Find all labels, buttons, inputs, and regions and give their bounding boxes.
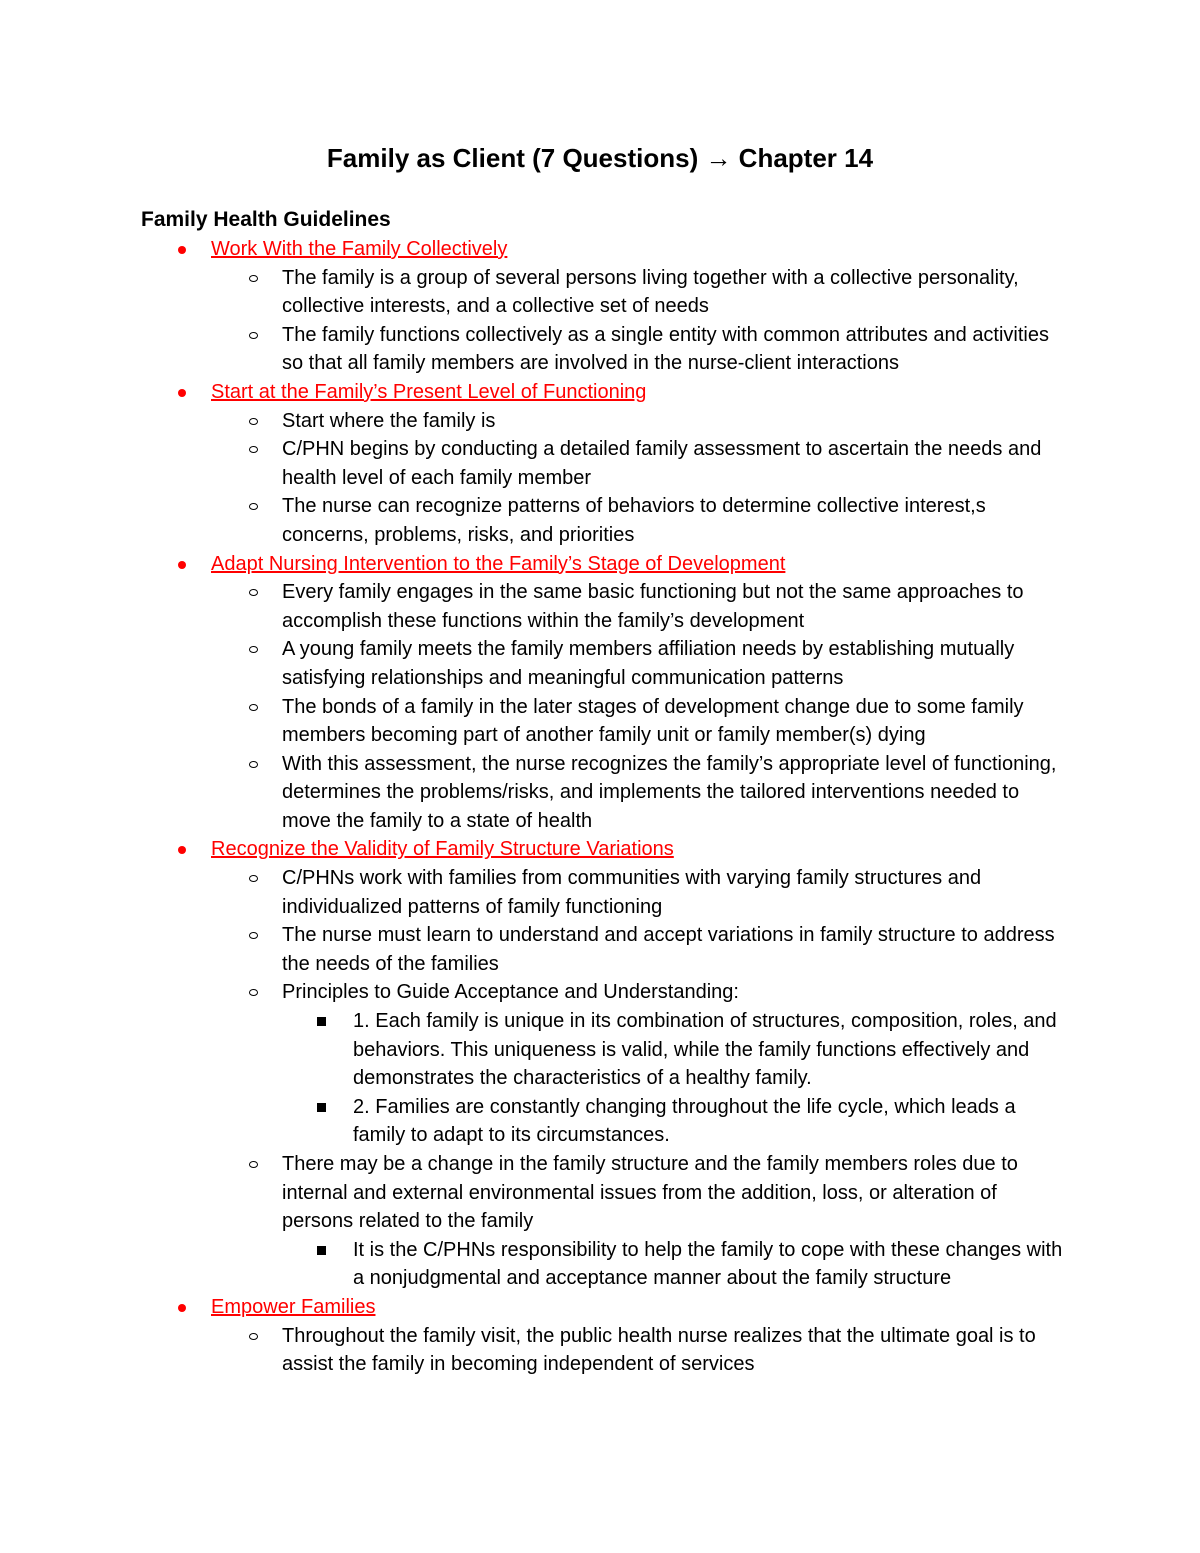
- point-text: A young family meets the family members affiliation needs by establishing mutually satisfying relationships and meaningful communication patterns: [282, 638, 1015, 689]
- red-bullet-icon: [178, 246, 186, 254]
- guideline-point: [0, 264, 1072, 321]
- hollow-circle-bullet-icon: [249, 332, 258, 339]
- change-note-text: It is the C/PHNs responsibility to help the family to cope with these changes with a nonjudgmental and acceptance manner about the family structure: [353, 1238, 1063, 1290]
- point-text: Start where the family is: [282, 409, 496, 432]
- principle-text: 2. Families are constantly changing throughout the life cycle, which leads a family to adapt to its circumstances.: [353, 1095, 1016, 1147]
- hollow-circle-bullet-icon: [249, 446, 258, 453]
- change-note-item: [0, 1236, 1063, 1293]
- guideline-point: [0, 578, 1072, 635]
- point-text: There may be a change in the family structure and the family members roles due to internal and external environmental issues from the addition, loss, or alteration of persons related to the family: [282, 1153, 1018, 1233]
- point-text: With this assessment, the nurse recognizes the family’s appropriate level of functioning, determines the problems/risks, and implements the tailored interventions needed to move the family to a state of health: [282, 752, 1057, 832]
- guideline-point: [0, 978, 1072, 1007]
- point-text: The family functions collectively as a single entity with common attributes and activities so that all family members are involved in the nurse-client interactions: [282, 323, 1050, 375]
- hollow-circle-bullet-icon: [249, 646, 258, 653]
- point-text: Principles to Guide Acceptance and Understanding:: [282, 981, 739, 1004]
- hollow-circle-bullet-icon: [249, 503, 258, 510]
- hollow-circle-bullet-icon: [249, 989, 258, 996]
- point-text: The nurse must learn to understand and accept variations in family structure to address the needs of the families: [282, 924, 1055, 975]
- red-bullet-icon: [178, 846, 186, 854]
- guideline-heading: Adapt Nursing Intervention to the Family’s Stage of Development: [211, 552, 786, 575]
- guideline-item: [0, 235, 1091, 264]
- guideline-heading: Empower Families: [211, 1295, 376, 1318]
- guideline-point: [0, 693, 1072, 750]
- guideline-point: [0, 492, 1072, 549]
- point-text: Every family engages in the same basic functioning but not the same approaches to accomplish these functions within the family’s development: [282, 581, 1024, 632]
- point-text: The nurse can recognize patterns of behaviors to determine collective interest,s concerns, problems, risks, and priorities: [282, 495, 986, 546]
- hollow-circle-bullet-icon: [249, 1161, 258, 1168]
- hollow-circle-bullet-icon: [249, 761, 258, 768]
- guideline-point: [0, 321, 1072, 378]
- guideline-heading: Work With the Family Collectively: [211, 238, 508, 260]
- hollow-circle-bullet-icon: [249, 589, 258, 596]
- hollow-circle-bullet-icon: [249, 875, 258, 882]
- section-heading: Family Health Guidelines: [141, 208, 391, 231]
- principle-item: [0, 1093, 1063, 1150]
- guideline-point: [0, 1150, 1072, 1236]
- guideline-heading: Recognize the Validity of Family Structure Variations: [211, 838, 674, 861]
- guideline-item: [0, 835, 1091, 864]
- point-text: C/PHN begins by conducting a detailed family assessment to ascertain the needs and health level of each family member: [282, 438, 1042, 489]
- hollow-circle-bullet-icon: [249, 1333, 258, 1340]
- point-text: C/PHNs work with families from communities with varying family structures and individualized patterns of family functioning: [282, 867, 982, 918]
- hollow-circle-bullet-icon: [249, 418, 258, 425]
- document-title: Family as Client (7 Questions) → Chapter 14: [326, 143, 874, 173]
- square-bullet-icon: [317, 1017, 326, 1026]
- guideline-item: [0, 378, 1091, 407]
- hollow-circle-bullet-icon: [249, 932, 258, 939]
- principle-text: 1. Each family is unique in its combination of structures, composition, roles, and behaviors. This uniqueness is valid, while the family functions effectively and demonstrates the characteristics of a healthy family.: [353, 1010, 1057, 1090]
- point-text: The family is a group of several persons living together with a collective personality, collective interests, and a collective set of needs: [282, 266, 1019, 318]
- hollow-circle-bullet-icon: [249, 704, 258, 711]
- square-bullet-icon: [317, 1103, 326, 1112]
- guideline-heading: Start at the Family’s Present Level of Functioning: [211, 380, 647, 403]
- guideline-point: [0, 1322, 1072, 1379]
- guideline-item: [0, 550, 1091, 579]
- red-bullet-icon: [178, 389, 186, 397]
- guideline-point: [0, 750, 1072, 836]
- principle-item: [0, 1007, 1063, 1093]
- guidelines-list: [0, 235, 1200, 1379]
- guideline-point: [0, 864, 1072, 921]
- red-bullet-icon: [178, 561, 186, 569]
- square-bullet-icon: [317, 1246, 326, 1255]
- guideline-item: [0, 1293, 1091, 1322]
- point-text: The bonds of a family in the later stages of development change due to some family members becoming part of another family unit or family member(s) dying: [282, 695, 1024, 747]
- point-text: Throughout the family visit, the public health nurse realizes that the ultimate goal is to assist the family in becoming independent of services: [282, 1324, 1036, 1376]
- hollow-circle-bullet-icon: [249, 275, 258, 282]
- guideline-point: [0, 435, 1072, 492]
- guideline-point: [0, 407, 1072, 436]
- guideline-point: [0, 635, 1072, 692]
- red-bullet-icon: [178, 1304, 186, 1312]
- guideline-point: [0, 921, 1072, 978]
